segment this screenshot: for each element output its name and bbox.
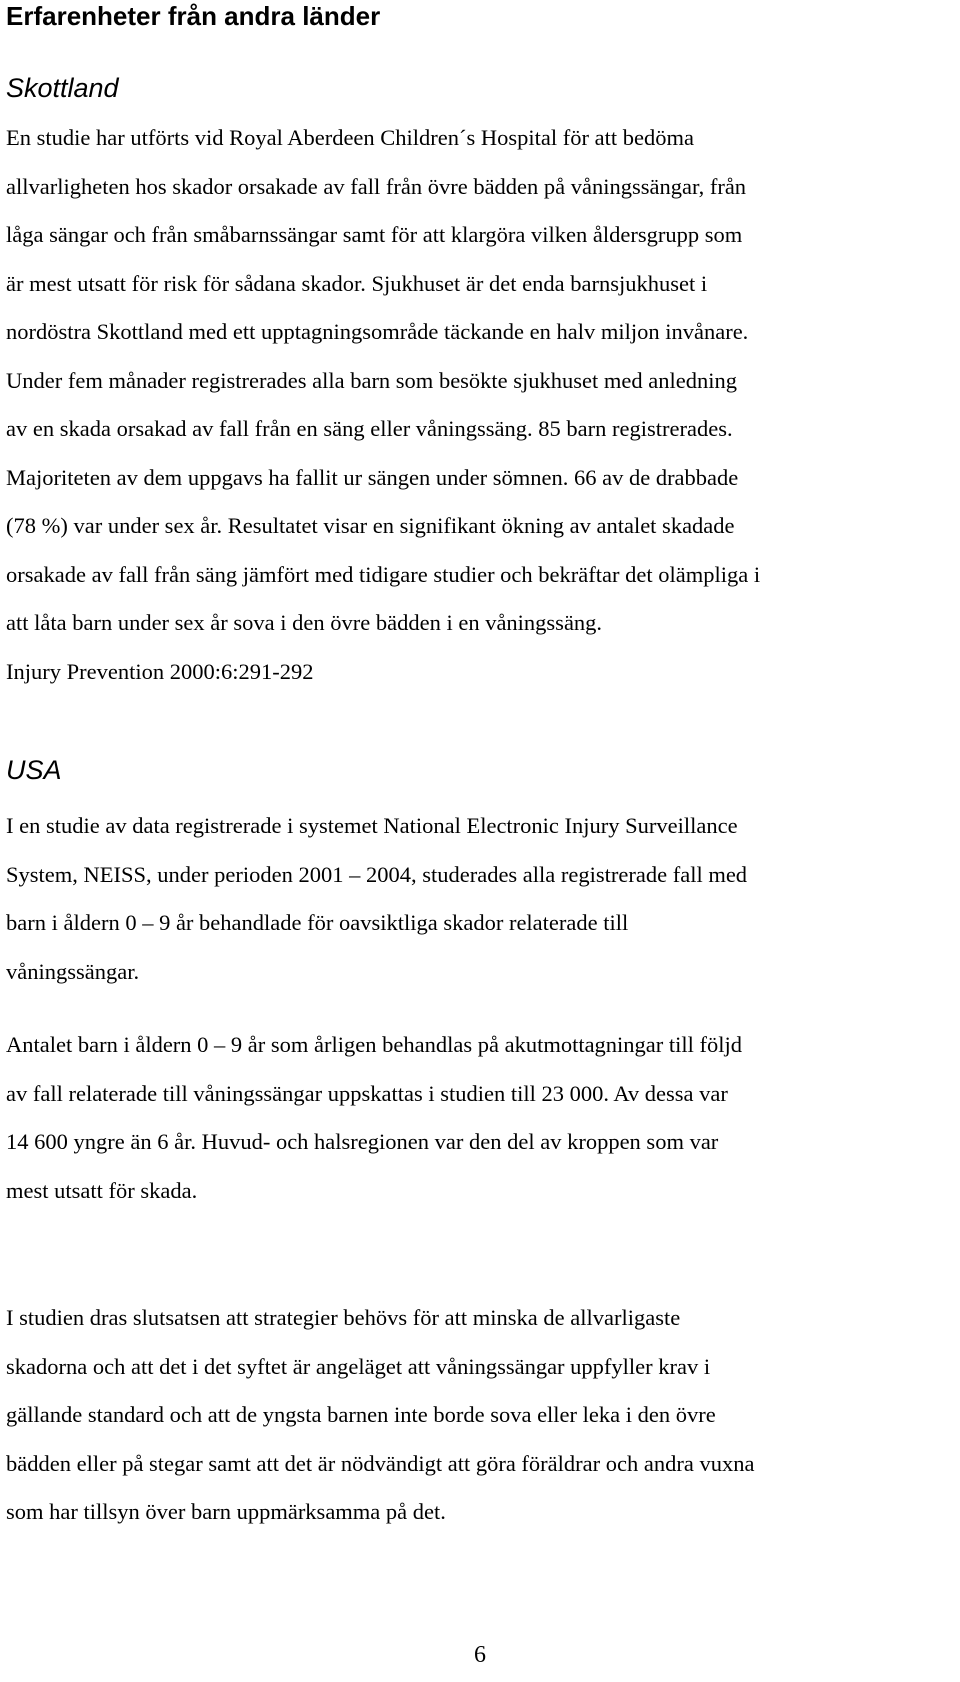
text-line: System, NEISS, under perioden 2001 – 2004, studerades alla registrerade fall med (6, 861, 748, 887)
text-line: (78 %) var under sex år. Resultatet visar en signifikant ökning av antalet skadade (6, 513, 735, 538)
text-line: Majoriteten av dem uppgavs ha fallit ur sängen under sömnen. 66 av de drabbade (6, 464, 739, 490)
text-line: låga sängar och från småbarnssängar samt för att klargöra vilken åldersgrupp som (6, 222, 743, 247)
section-heading-skottland: Skottland (6, 73, 119, 103)
text-line: allvarligheten hos skador orsakade av fall från övre bädden på våningssängar, från (6, 173, 747, 199)
text-line: våningssängar. (6, 958, 140, 984)
text-line: bädden eller på stegar samt att det är nödvändigt att göra föräldrar och andra vuxna (6, 1450, 755, 1476)
paragraph-usa-results (6, 1021, 960, 1215)
citation-line: Injury Prevention 2000:6:291-292 (6, 658, 314, 684)
text-line: I en studie av data registrerade i systemet National Electronic Injury Surveillance (6, 813, 738, 838)
text-line: barn i åldern 0 – 9 år behandlade för oavsiktliga skador relaterade till (6, 910, 629, 935)
section-heading-usa: USA (6, 755, 62, 785)
text-line: nordöstra Skottland med ett upptagningsområde täckande en halv miljon invånare. (6, 319, 749, 344)
text-line: som har tillsyn över barn uppmärksamma på det. (6, 1499, 446, 1524)
text-line: orsakade av fall från säng jämfört med tidigare studier och bekräftar det olämpliga i (6, 561, 761, 587)
page-number: 6 (474, 1642, 486, 1668)
text-line: av fall relaterade till våningssängar uppskattas i studien till 23 000. Av dessa var (6, 1080, 728, 1106)
text-line: gällande standard och att de yngsta barnen inte borde sova eller leka i den övre (6, 1402, 716, 1427)
paragraph-usa-study (6, 802, 960, 996)
text-line: Antalet barn i åldern 0 – 9 år som årligen behandlas på akutmottagningar till följd (6, 1032, 743, 1057)
text-line: I studien dras slutsatsen att strategier behövs för att minska de allvarligaste (6, 1305, 681, 1330)
paragraph-usa-conclusion (6, 1294, 960, 1537)
text-line: skadorna och att det i det syftet är angeläget att våningssängar uppfyller krav i (6, 1353, 711, 1379)
text-line: Under fem månader registrerades alla barn som besökte sjukhuset med anledning (6, 367, 738, 393)
text-line: är mest utsatt för risk för sådana skador. Sjukhuset är det enda barnsjukhuset i (6, 270, 708, 296)
text-line: att låta barn under sex år sova i den övre bädden i en våningssäng. (6, 610, 603, 635)
text-line: 14 600 yngre än 6 år. Huvud- och halsregionen var den del av kroppen som var (6, 1129, 719, 1154)
text-line: av en skada orsakad av fall från en säng eller våningssäng. 85 barn registrerades. (6, 416, 733, 441)
text-line: mest utsatt för skada. (6, 1177, 198, 1203)
paragraph-skottland-study (6, 114, 960, 696)
text-line: En studie har utförts vid Royal Aberdeen Children´s Hospital för att bedöma (6, 125, 694, 150)
page-heading: Erfarenheter från andra länder (6, 1, 381, 31)
